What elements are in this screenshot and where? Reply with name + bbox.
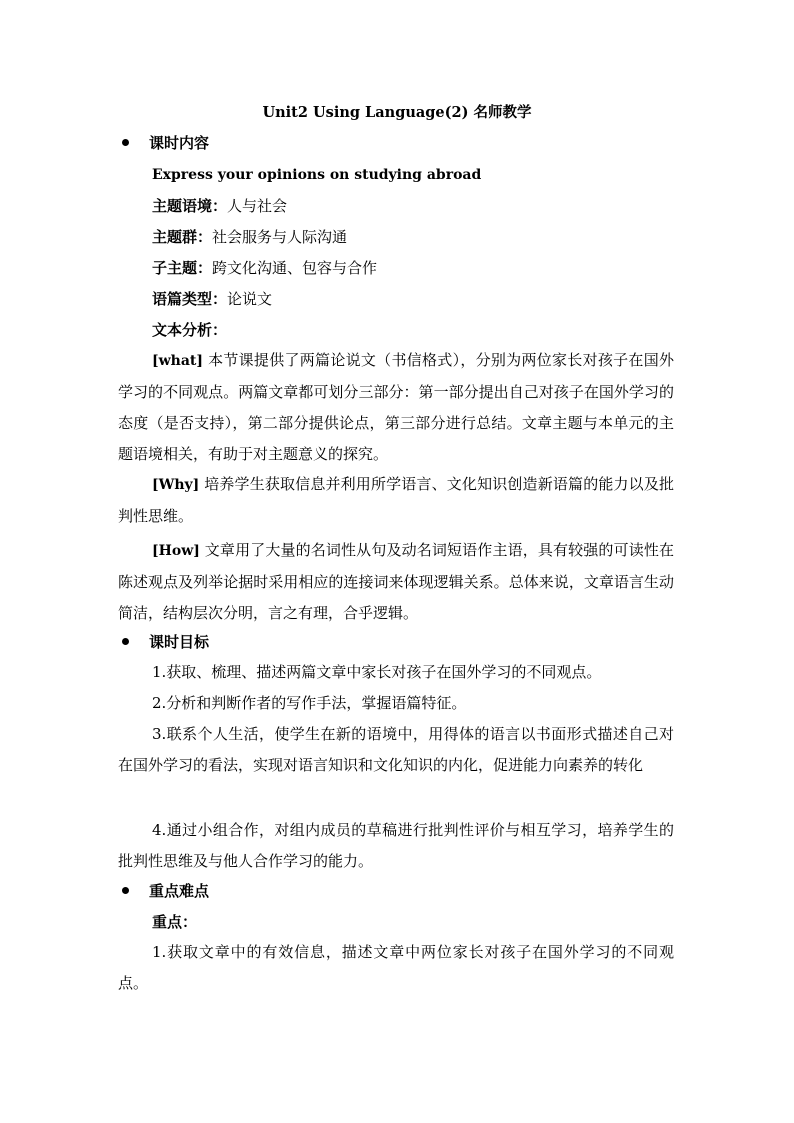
analysis-paragraph-how: [How] 文章用了大量的名词性从句及动名词短语作主语，具有较强的可读性在陈述观点及列举论据时采用相应的连接词来体现逻辑关系。总体来说，文章语言生动简洁，结构层次分明，言之有理，合乎逻辑。: [118, 541, 674, 622]
info-item-context: 主题语境：人与社会: [152, 197, 288, 215]
section-heading-content: 课时内容: [122, 132, 209, 154]
lesson-subtitle: Express your opinions on studying abroad: [152, 167, 482, 183]
info-item-group: 主题群：社会服务与人际沟通: [152, 228, 348, 246]
key-points-label: 重点：: [152, 913, 198, 931]
analysis-paragraph-why: [Why] 培养学生获取信息并利用所学语言、文化知识创造新语篇的能力以及批判性思维。: [118, 475, 674, 525]
info-item-subtopic: 子主题：跨文化沟通、包容与合作: [152, 259, 378, 277]
section-heading-goals: 课时目标: [122, 631, 209, 653]
goal-item: 3.联系个人生活，使学生在新的语境中，用得体的语言以书面形式描述自己对在国外学习的看法，实现对语言知识和文化知识的内化，促进能力向素养的转化: [118, 725, 674, 774]
document-title: Unit2 Using Language(2) 名师教学: [262, 104, 532, 121]
section-heading-key-points: 重点难点: [122, 880, 209, 902]
info-item-text-type: 语篇类型：论说文: [152, 290, 273, 308]
bullet-icon: [122, 887, 129, 894]
goal-item: 1.获取、梳理、描述两篇文章中家长对孩子在国外学习的不同观点。: [152, 663, 602, 681]
key-point-item: 1.获取文章中的有效信息，描述文章中两位家长对孩子在国外学习的不同观点。: [118, 943, 674, 992]
goal-item: 4.通过小组合作，对组内成员的草稿进行批判性评价与相互学习，培养学生的批判性思维及与他人合作学习的能力。: [118, 821, 674, 870]
analysis-paragraph-what: [what] 本节课提供了两篇论说文（书信格式），分别为两位家长对孩子在国外学习的不同观点。两篇文章都可划分三部分：第一部分提出自己对孩子在国外学习的态度（是否支持），第二部分提供论点，第三部分进行总结。文章主题与本单元的主题语境相关，有助于对主题意义的探究。: [118, 351, 674, 463]
bullet-icon: [122, 139, 129, 146]
goal-item: 2.分析和判断作者的写作手法，掌握语篇特征。: [152, 694, 467, 712]
bullet-icon: [122, 638, 129, 645]
analysis-label: 文本分析：: [152, 321, 228, 339]
